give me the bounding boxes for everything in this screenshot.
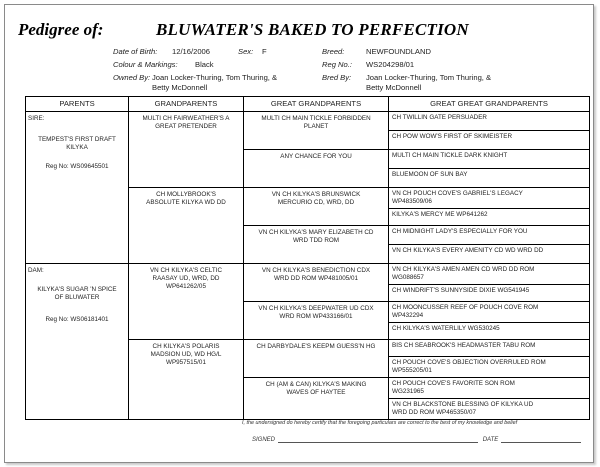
ggg-11-text: CH MOONCUSSER REEF OF POUCH COVE ROM WP432294 — [392, 304, 539, 319]
pedigree-of-label: Pedigree of: — [18, 20, 104, 39]
ggg-11 — [389, 302, 590, 323]
pedigree-table — [25, 96, 590, 420]
header-great-grandparents: GREAT GRANDPARENTS — [244, 97, 389, 112]
ggg-16-text: VN CH BLACKSTONE BLESSING OF KILYKA UD WRD DD ROM WP465350/07 — [392, 401, 534, 416]
breed-label: Breed: — [322, 47, 345, 56]
ggg-5-text: VN CH POUCH COVE'S GABRIEL'S LEGACY WP483509/06 — [392, 190, 523, 205]
sex-value: F — [262, 47, 267, 56]
breed-value: NEWFOUNDLAND — [366, 47, 431, 56]
ggg-15-text: CH POUCH COVE'S FAVORITE SON ROM WG231965 — [392, 380, 515, 395]
ggg-12-text: CH KILYKA'S WATERLILY WG530245 — [392, 325, 500, 332]
reg-value: WS204298/01 — [366, 60, 415, 69]
reg-label: Reg No.: — [322, 60, 352, 69]
grandparent-2-text: CH MOLLYBROOK'S ABSOLUTE KILYKA WD DD — [146, 191, 226, 206]
grandparent-3 — [129, 264, 244, 340]
grandparent-4-text: CH KILYKA'S POLARIS MADSION UD, WD HG/L WP957515/01 — [150, 343, 222, 366]
title-row — [18, 20, 578, 42]
ggg-2-text: CH POW WOW'S FIRST OF SKIMEISTER — [392, 133, 513, 140]
great-grandparent-1 — [244, 112, 389, 150]
certify-statement: I, the undersigned do hereby certify that the foregoing particulars are correct to the best of my knowledge and belief — [242, 420, 518, 426]
great-grandparent-1-text: MULTI CH MAIN TICKLE FORBIDDEN PLANET — [261, 115, 371, 130]
great-grandparent-6-text: VN CH KILYKA'S DEEPWATER UD CDX WRD ROM WP433166/01 — [258, 305, 374, 320]
ggg-12 — [389, 323, 590, 340]
ggg-5 — [389, 188, 590, 209]
grandparent-2 — [129, 188, 244, 264]
date-line[interactable] — [501, 436, 581, 443]
ggg-14-text: CH POUCH COVE'S OBJECTION OVERRULED ROM WP555205/01 — [392, 359, 546, 374]
ggg-6-text: KILYKA'S MERCY ME WP641262 — [392, 211, 488, 218]
ggg-10-text: CH WINDRIFT'S SUNNYSIDE DIXIE WG541945 — [392, 287, 530, 294]
signed-label: SIGNED — [252, 437, 276, 443]
ggg-13-text: BIS CH SEABROOK'S HEADMASTER TABU ROM — [392, 342, 536, 349]
colour-label: Colour & Markings: — [113, 60, 178, 69]
ggg-7-text: CH MIDNIGHT LADY'S ESPECIALLY FOR YOU — [392, 228, 528, 235]
great-grandparent-3-text: VN CH KILYKA'S BRUNSWICK MERCURIO CD, WRD, DD — [271, 191, 361, 206]
great-grandparent-5-text: VN CH KILYKA'S BENEDICTION CDX WRD DD ROM WP481005/01 — [261, 267, 371, 282]
great-grandparent-8 — [244, 378, 389, 420]
great-grandparent-7-text: CH DARBYDALE'S KEEPM GUESS'N HG — [256, 343, 376, 350]
great-grandparent-3 — [244, 188, 389, 226]
ggg-6 — [389, 209, 590, 226]
ggg-16 — [389, 399, 590, 420]
header-parents: PARENTS — [26, 97, 129, 112]
grandparent-4 — [129, 340, 244, 420]
signature-line[interactable] — [278, 436, 478, 443]
ggg-8 — [389, 245, 590, 264]
grandparent-1-text: MULTI CH FAIRWEATHER'S A GREAT PRETENDER — [142, 115, 230, 130]
dog-name-title: BLUWATER'S BAKED TO PERFECTION — [156, 20, 469, 39]
sire-cell — [26, 112, 129, 264]
ggg-1-text: CH TWILLIN GATE PERSUADER — [392, 114, 487, 121]
bred-label: Bred By: — [322, 73, 352, 82]
dam-name: KILYKA'S SUGAR 'N SPICE OF BLUWATER — [37, 286, 117, 301]
dob-value: 12/16/2006 — [172, 47, 211, 56]
great-grandparent-7 — [244, 340, 389, 378]
ggg-3 — [389, 150, 590, 169]
ggg-2 — [389, 131, 590, 150]
ggg-13 — [389, 340, 590, 357]
great-grandparent-6 — [244, 302, 389, 340]
ggg-7 — [389, 226, 590, 245]
date-label: DATE — [482, 437, 499, 443]
dob-label: Date of Birth: — [113, 47, 158, 56]
header-great-great-grandparents: GREAT GREAT GRANDPARENTS — [389, 97, 590, 112]
owned-label: Owned By: — [113, 73, 151, 82]
ggg-15 — [389, 378, 590, 399]
ggg-10 — [389, 285, 590, 302]
ggg-3-text: MULTI CH MAIN TICKLE DARK KNIGHT — [392, 152, 508, 159]
bred-value: Joan Locker-Thuring, Tom Thuring, & Betty McDonnell — [366, 73, 492, 92]
ggg-8-text: VN CH KILYKA'S EVERY AMENITY CD WD WRD DD — [392, 247, 544, 254]
ggg-14 — [389, 357, 590, 378]
sire-label: SIRE: — [28, 115, 45, 122]
great-grandparent-2-text: ANY CHANCE FOR YOU — [280, 153, 352, 160]
great-grandparent-5 — [244, 264, 389, 302]
sire-name: TEMPEST'S FIRST DRAFT KILYKA — [38, 136, 116, 151]
ggg-9 — [389, 264, 590, 285]
great-grandparent-4 — [244, 226, 389, 264]
owned-value: Joan Locker-Thuring, Tom Thuring, & Betty McDonnell — [152, 73, 278, 92]
header-grandparents: GRANDPARENTS — [129, 97, 244, 112]
great-grandparent-4-text: VN CH KILYKA'S MARY ELIZABETH CD WRD TDD ROM — [258, 229, 374, 244]
dam-reg: Reg No: WS06181401 — [45, 316, 109, 323]
signature-row — [252, 436, 581, 443]
dam-cell — [26, 264, 129, 420]
great-grandparent-2 — [244, 150, 389, 188]
sire-reg: Reg No: WS09645501 — [45, 163, 109, 170]
colour-value: Black — [195, 60, 214, 69]
grandparent-1 — [129, 112, 244, 188]
grandparent-3-text: VN CH KILYKA'S CELTIC RAASAY UD, WRD, DD WP641262/05 — [149, 267, 222, 290]
ggg-4 — [389, 169, 590, 188]
ggg-4-text: BLUEMOON OF SUN BAY — [392, 171, 468, 178]
great-grandparent-8-text: CH (AM & CAN) KILYKA'S MAKING WAVES OF HAYTEE — [265, 381, 367, 396]
ggg-1 — [389, 112, 590, 131]
sex-label: Sex: — [238, 47, 254, 56]
ggg-9-text: VN CH KILYKA'S AMEN AMEN CD WRD DD ROM WG088657 — [392, 266, 535, 281]
dam-label: DAM: — [28, 267, 44, 274]
